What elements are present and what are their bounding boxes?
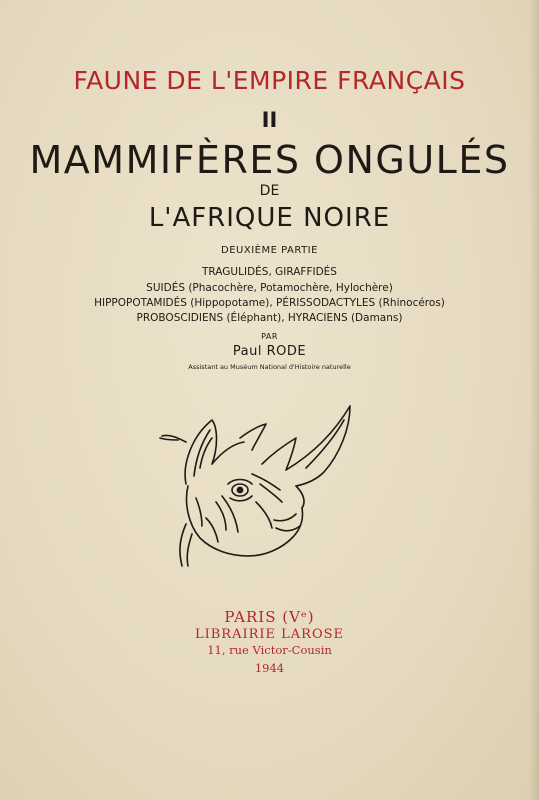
by-label: PAR [261, 332, 278, 341]
author-affiliation: Assistant au Muséum National d'Histoire naturelle [188, 363, 351, 371]
author-name: Paul RODE [232, 344, 307, 359]
publisher-address: 11, rue Victor-Cousin [207, 643, 332, 657]
publication-year: 1944 [254, 661, 285, 675]
subtitle: L'AFRIQUE NOIRE [148, 203, 391, 233]
part-label: DEUXIÈME PARTIE [221, 245, 318, 256]
family-line: PROBOSCIDIENS (Éléphant), HYRACIENS (Damans) [136, 312, 403, 324]
rhinoceros-head-drawing [156, 398, 356, 568]
publisher-city: PARIS (Vᵉ) [224, 608, 315, 626]
family-line: SUIDÉS (Phacochère, Potamochère, Hylochère) [146, 282, 393, 294]
title-connector: DE [259, 183, 280, 199]
main-title: MAMMIFÈRES ONGULÉS [29, 138, 510, 182]
family-line: HIPPOPOTAMIDÉS (Hippopotame), PÉRISSODACTYLES (Rhinocéros) [94, 297, 445, 309]
series-title: FAUNE DE L'EMPIRE FRANÇAIS [73, 66, 466, 95]
family-line: TRAGULIDÉS, GIRAFFIDÉS [202, 266, 337, 278]
volume-number: II [261, 108, 278, 132]
publisher-name: LIBRAIRIE LAROSE [194, 627, 345, 642]
